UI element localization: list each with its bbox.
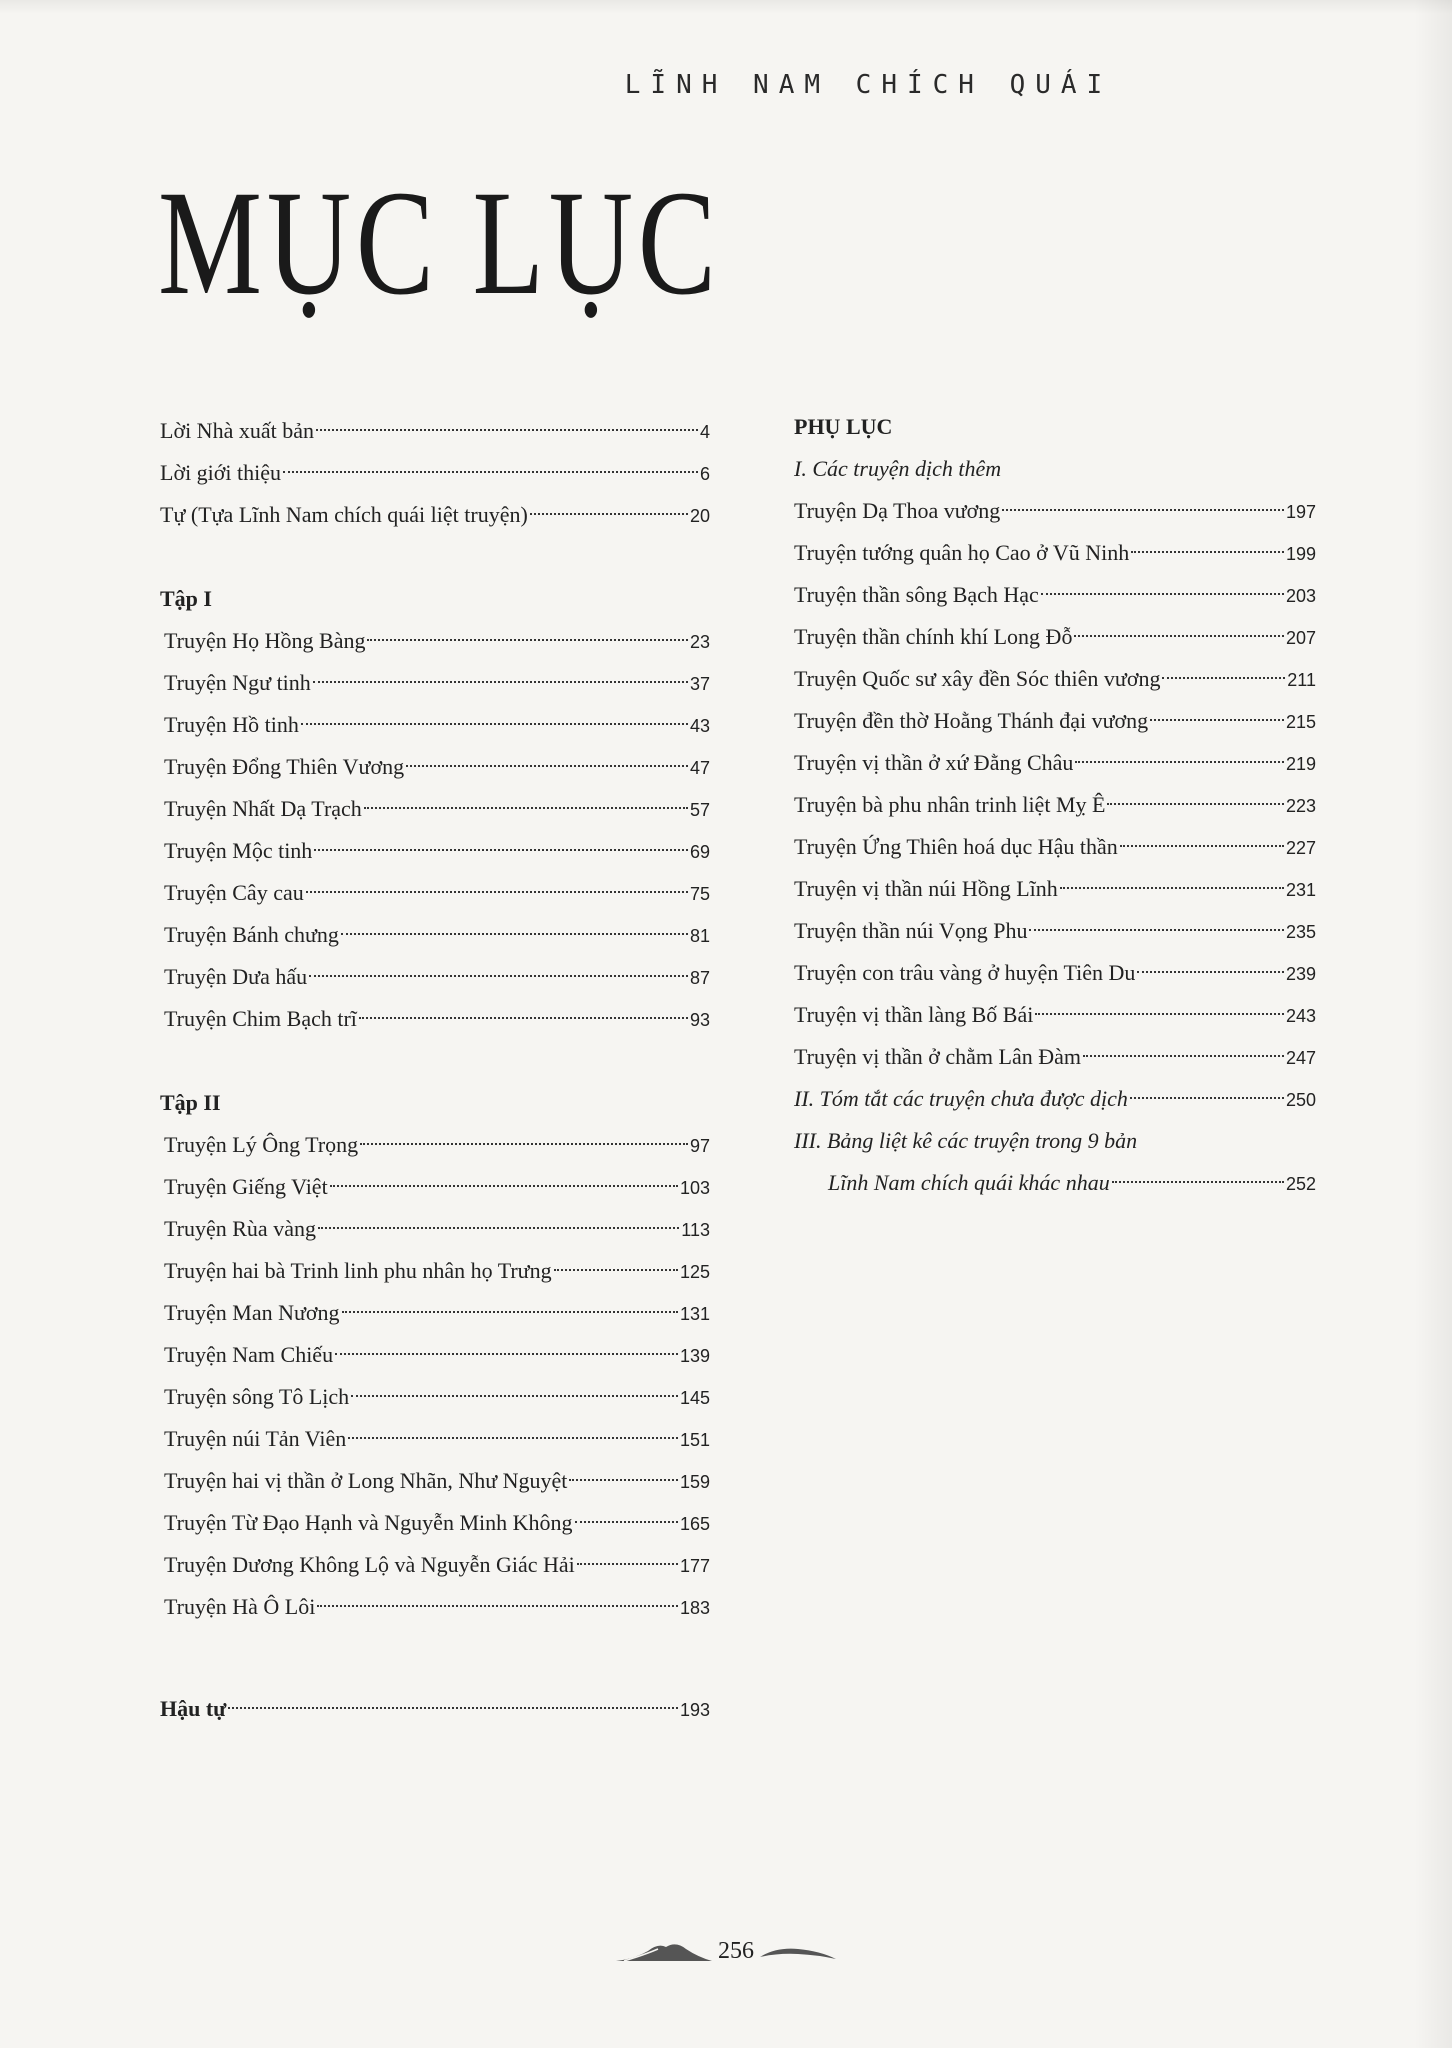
leader-dots (1002, 509, 1284, 511)
toc-entry-page: 239 (1285, 964, 1316, 984)
section-heading-phu-luc: PHỤ LỤC (794, 414, 893, 439)
toc-entry[interactable] (160, 452, 710, 494)
leader-dots (351, 1395, 678, 1397)
toc-entry-page: 131 (679, 1304, 710, 1324)
leader-dots (1120, 845, 1284, 847)
leader-dots (359, 1017, 688, 1019)
toc-entry[interactable] (160, 494, 710, 536)
toc-entry-title: Tự (Tựa Lĩnh Nam chích quái liệt truyện) (160, 502, 528, 527)
leader-dots (313, 681, 688, 683)
leader-dots (367, 639, 687, 641)
appendix-subheading-3: III. Bảng liệt kê các truyện trong 9 bản (794, 1128, 1138, 1153)
toc-entry-page: 247 (1285, 1048, 1316, 1068)
leader-dots (1112, 1181, 1284, 1183)
toc-entry-page: 250 (1285, 1090, 1316, 1110)
toc-entry-title: Truyện vị thần ở xứ Đằng Châu (794, 750, 1074, 775)
toc-entry-title: Truyện con trâu vàng ở huyện Tiên Du (794, 960, 1136, 985)
toc-entry-page: 69 (689, 842, 710, 862)
toc-entry-title: Truyện thần núi Vọng Phu (794, 918, 1028, 943)
toc-entry-title: Truyện Hồ tinh (164, 712, 299, 737)
toc-entry[interactable] (160, 746, 710, 788)
leader-dots (314, 849, 688, 851)
leader-dots (530, 513, 688, 515)
toc-entry-page: 151 (679, 1430, 710, 1450)
toc-entry-page: 252 (1285, 1174, 1316, 1194)
toc-entry-page: 165 (679, 1514, 710, 1534)
toc-entry-page: 211 (1287, 670, 1316, 690)
toc-entry-hau-tu[interactable] (160, 1688, 710, 1730)
toc-entry[interactable] (794, 616, 1316, 658)
toc-entry-appendix-3[interactable] (794, 1162, 1316, 1204)
leader-dots (335, 1353, 678, 1355)
leader-dots (1074, 635, 1284, 637)
toc-entry-title: Truyện Bánh chưng (164, 922, 339, 947)
toc-entry-title: Truyện Ngư tinh (164, 670, 311, 695)
toc-entry[interactable] (794, 574, 1316, 616)
toc-entry-page: 81 (689, 926, 710, 946)
toc-entry-title: Truyện Từ Đạo Hạnh và Nguyễn Minh Không (164, 1510, 573, 1535)
leader-dots (577, 1563, 678, 1565)
toc-entry-title: Truyện thần chính khí Long Đỗ (794, 624, 1073, 649)
leader-dots (341, 933, 688, 935)
toc-entry[interactable] (160, 956, 710, 998)
toc-entry-title: Truyện sông Tô Lịch (164, 1384, 350, 1409)
toc-entry[interactable] (160, 788, 710, 830)
toc-entry[interactable] (160, 1124, 710, 1166)
toc-entry[interactable] (160, 662, 710, 704)
leader-dots (1162, 677, 1285, 679)
toc-entry-title: Lời Nhà xuất bản (160, 418, 314, 443)
toc-entry-page: 37 (689, 674, 710, 694)
toc-entry[interactable] (160, 1292, 710, 1334)
leader-dots (364, 807, 688, 809)
leader-dots (569, 1479, 678, 1481)
toc-entry[interactable] (160, 998, 710, 1040)
toc-entry-title: Truyện Cây cau (164, 880, 304, 905)
leader-dots (317, 1605, 678, 1607)
toc-entry-title: Truyện Man Nương (164, 1300, 340, 1325)
toc-entry-title: Truyện Chim Bạch trĩ (164, 1006, 357, 1031)
toc-entry[interactable] (794, 994, 1316, 1036)
toc-entry-title: Truyện Hà Ô Lôi (164, 1594, 316, 1619)
toc-entry-page: 183 (679, 1598, 710, 1618)
toc-entry-page: 97 (689, 1136, 710, 1156)
toc-entry-page: 139 (679, 1346, 710, 1366)
toc-entry[interactable] (160, 1250, 710, 1292)
leader-dots (318, 1227, 679, 1229)
toc-entry[interactable] (160, 872, 710, 914)
section-heading-tap2: Tập II (160, 1090, 221, 1115)
toc-entry-appendix-2[interactable] (794, 1078, 1316, 1120)
leader-dots (1029, 929, 1283, 931)
leader-dots (1137, 971, 1284, 973)
toc-entry-page: 227 (1285, 838, 1316, 858)
leader-dots (301, 723, 688, 725)
toc-entry-title: Truyện Ứng Thiên hoá dục Hậu thần (794, 834, 1118, 859)
appendix-subheading-1: I. Các truyện dịch thêm (794, 456, 1002, 481)
leader-dots (1130, 1097, 1284, 1099)
toc-entry[interactable] (794, 742, 1316, 784)
scan-top-shadow (0, 0, 1452, 14)
toc-entry-page: 113 (681, 1220, 710, 1240)
toc-tap1-list (160, 620, 710, 1040)
toc-entry[interactable] (794, 868, 1316, 910)
toc-entry-page: 125 (679, 1262, 710, 1282)
leader-dots (283, 471, 698, 473)
leader-dots (575, 1521, 678, 1523)
toc-entry-title: Lĩnh Nam chích quái khác nhau (828, 1170, 1110, 1195)
toc-entry[interactable] (160, 1460, 710, 1502)
leader-dots (1131, 551, 1284, 553)
toc-entry[interactable] (160, 1502, 710, 1544)
toc-entry-page: 20 (689, 506, 710, 526)
toc-entry-page: 193 (679, 1700, 710, 1720)
leader-dots (1060, 887, 1284, 889)
toc-entry-title: Truyện Đổng Thiên Vương (164, 754, 405, 779)
toc-entry-page: 93 (689, 1010, 710, 1030)
leader-dots (342, 1311, 678, 1313)
toc-entry[interactable] (794, 658, 1316, 700)
leader-dots (309, 975, 688, 977)
leader-dots (330, 1185, 678, 1187)
toc-entry-page: 197 (1285, 502, 1316, 522)
running-head: LĨNH NAM CHÍCH QUÁI (624, 70, 1113, 100)
leader-dots (316, 429, 698, 431)
toc-entry-title: Truyện hai vị thần ở Long Nhãn, Như Nguyệt (164, 1468, 568, 1493)
toc-entry-title: Truyện Quốc sư xây đền Sóc thiên vương (794, 666, 1161, 691)
toc-entry[interactable] (794, 910, 1316, 952)
toc-tap2-list (160, 1124, 710, 1628)
section-heading-tap1: Tập I (160, 586, 212, 611)
toc-entry-page: 235 (1285, 922, 1316, 942)
toc-entry-title: Truyện hai bà Trinh linh phu nhân họ Trưng (164, 1258, 552, 1283)
toc-entry[interactable] (794, 1036, 1316, 1078)
toc-entry[interactable] (794, 826, 1316, 868)
toc-entry[interactable] (160, 704, 710, 746)
toc-entry-title: Truyện Dạ Thoa vương (794, 498, 1001, 523)
toc-entry[interactable] (794, 490, 1316, 532)
toc-entry[interactable] (794, 700, 1316, 742)
toc-entry[interactable] (160, 1376, 710, 1418)
toc-right-column (794, 406, 1316, 1204)
leader-dots (306, 891, 688, 893)
toc-entry-page: 47 (689, 758, 710, 778)
toc-entry[interactable] (794, 952, 1316, 994)
toc-entry-title: Truyện tướng quân họ Cao ở Vũ Ninh (794, 540, 1130, 565)
leader-dots (1107, 803, 1284, 805)
toc-entry-page: 4 (699, 422, 710, 442)
toc-entry-page: 43 (689, 716, 710, 736)
leader-dots (348, 1437, 678, 1439)
toc-entry-page: 223 (1285, 796, 1316, 816)
leader-dots (1035, 1013, 1284, 1015)
toc-entry-title: Truyện Rùa vàng (164, 1216, 316, 1241)
toc-entry-page: 159 (679, 1472, 710, 1492)
toc-entry-title: Lời giới thiệu (160, 460, 282, 485)
toc-left-column (160, 410, 710, 1730)
leader-dots (360, 1143, 688, 1145)
toc-entry-page: 243 (1285, 1006, 1316, 1026)
toc-entry-title: II. Tóm tắt các truyện chưa được dịch (794, 1086, 1128, 1111)
toc-entry-page: 199 (1285, 544, 1316, 564)
toc-entry-title: Truyện đền thờ Hoằng Thánh đại vương (794, 708, 1149, 733)
toc-entry-title: Truyện bà phu nhân trinh liệt Mỵ Ê (794, 792, 1106, 817)
toc-entry[interactable] (160, 410, 710, 452)
leader-dots (1150, 719, 1284, 721)
toc-entry-page: 231 (1285, 880, 1316, 900)
toc-entry-title: Truyện vị thần làng Bố Bái (794, 1002, 1034, 1027)
toc-entry-title: Truyện Họ Hồng Bàng (164, 628, 366, 653)
toc-entry-title: Truyện Mộc tinh (164, 838, 313, 863)
toc-entry-page: 103 (679, 1178, 710, 1198)
toc-entry-page: 215 (1285, 712, 1316, 732)
toc-entry-page: 87 (689, 968, 710, 988)
toc-entry-page: 145 (679, 1388, 710, 1408)
toc-entry-page: 75 (689, 884, 710, 904)
leader-dots (1041, 593, 1284, 595)
toc-entry-title: Truyện Nhất Dạ Trạch (164, 796, 362, 821)
toc-intro-list (160, 410, 710, 536)
toc-entry[interactable] (160, 914, 710, 956)
toc-entry-title: Truyện Nam Chiếu (164, 1342, 334, 1367)
toc-entry[interactable] (160, 1166, 710, 1208)
scan-edge-shadow (1414, 0, 1452, 2048)
toc-entry[interactable] (160, 1586, 710, 1628)
toc-entry[interactable] (794, 532, 1316, 574)
toc-appendix-list (794, 490, 1316, 1078)
toc-entry-page: 23 (689, 632, 710, 652)
leader-dots (1083, 1055, 1284, 1057)
page-title: MỤC LỤC (158, 160, 721, 326)
toc-entry[interactable] (160, 620, 710, 662)
toc-entry[interactable] (160, 1418, 710, 1460)
leader-dots (554, 1269, 678, 1271)
toc-entry-title: Truyện Giếng Việt (164, 1174, 328, 1199)
toc-entry-page: 203 (1285, 586, 1316, 606)
toc-entry[interactable] (160, 1334, 710, 1376)
toc-entry[interactable] (794, 784, 1316, 826)
toc-entry-title: Truyện núi Tản Viên (164, 1426, 347, 1451)
toc-entry-page: 177 (679, 1556, 710, 1576)
toc-entry-page: 6 (699, 464, 710, 484)
toc-entry-title: Truyện Dưa hấu (164, 964, 308, 989)
toc-entry-page: 207 (1285, 628, 1316, 648)
toc-entry-title: Truyện vị thần núi Hồng Lĩnh (794, 876, 1058, 901)
toc-entry-title: Truyện Dương Không Lộ và Nguyễn Giác Hải (164, 1552, 575, 1577)
mountain-ornament-icon (614, 1939, 714, 1965)
page-footer (0, 1938, 1452, 1965)
toc-entry-page: 219 (1285, 754, 1316, 774)
page-number: 256 (718, 1938, 754, 1964)
toc-entry-title: Truyện thần sông Bạch Hạc (794, 582, 1039, 607)
toc-entry-page: 57 (689, 800, 710, 820)
toc-entry[interactable] (160, 1208, 710, 1250)
toc-entry[interactable] (160, 830, 710, 872)
toc-entry-title: Truyện Lý Ông Trọng (164, 1132, 359, 1157)
toc-entry-title: Hậu tự (160, 1696, 227, 1721)
cloud-ornament-icon (758, 1939, 838, 1965)
toc-entry-title: Truyện vị thần ở chằm Lân Đàm (794, 1044, 1081, 1069)
toc-entry[interactable] (160, 1544, 710, 1586)
leader-dots (406, 765, 688, 767)
leader-dots (228, 1707, 678, 1709)
leader-dots (1075, 761, 1284, 763)
